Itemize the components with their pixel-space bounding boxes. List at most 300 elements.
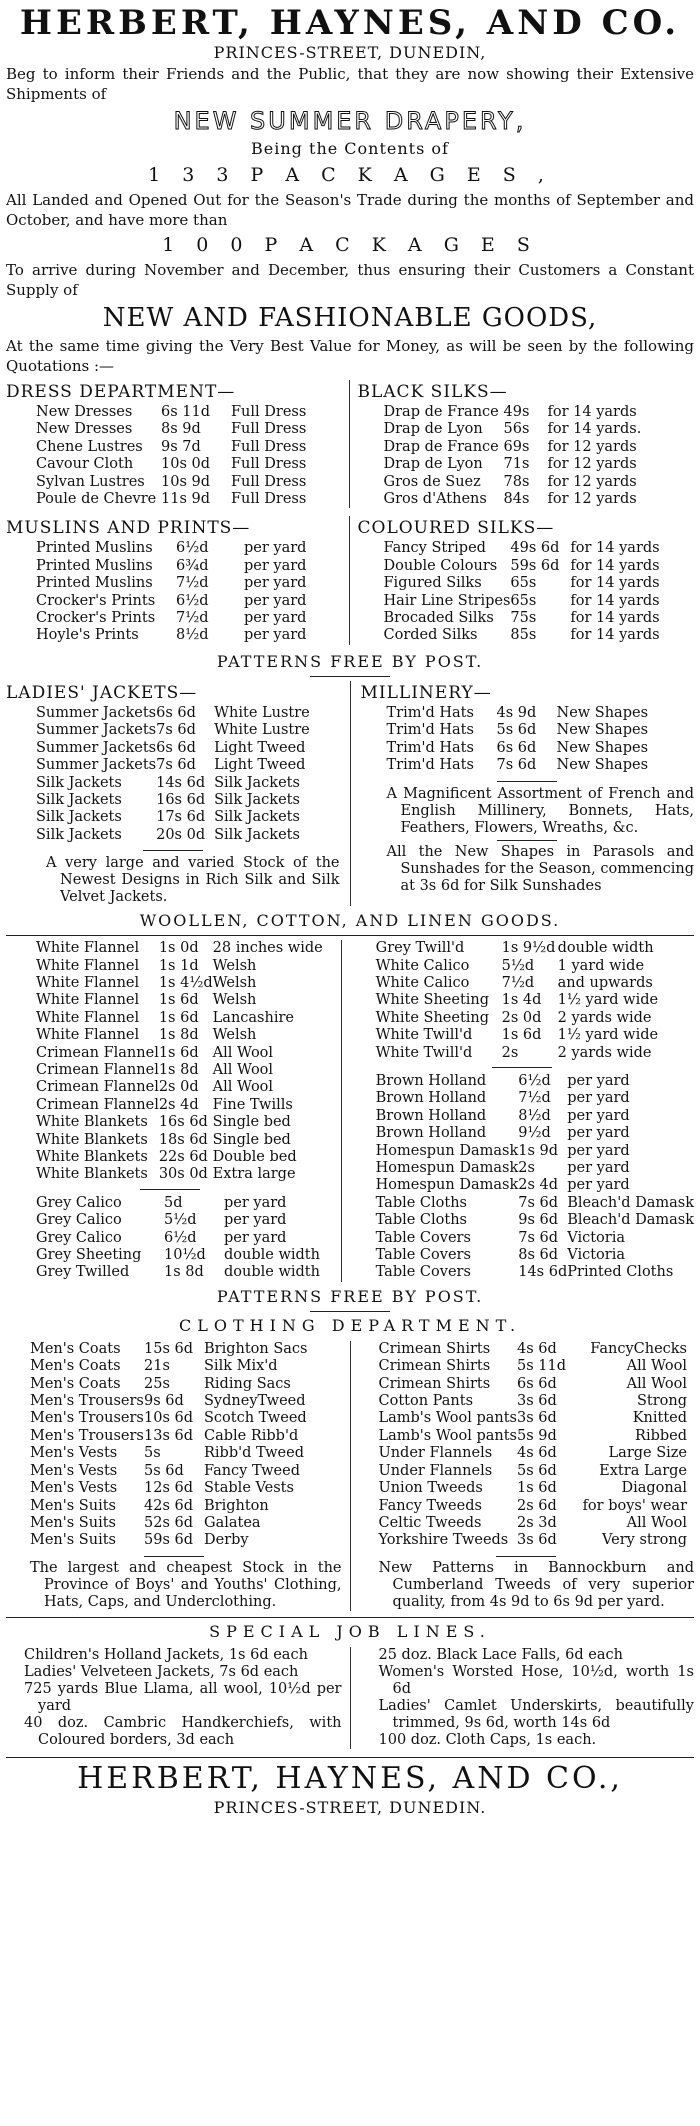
item-name: Men's Suits (30, 1532, 116, 1549)
item-price: 6¾d (176, 557, 209, 574)
item-price: 12s 6d (144, 1480, 194, 1497)
item-name: Brown Holland (375, 1072, 487, 1089)
list-item (384, 593, 671, 610)
item-name: Poule de Chevre (36, 491, 157, 508)
item-detail: Diagonal (621, 1480, 688, 1497)
list-item (379, 1376, 688, 1393)
item-price: 52s 6d (144, 1514, 194, 1531)
list-item (387, 705, 657, 722)
list-item (384, 491, 648, 508)
list-item (30, 1463, 322, 1480)
item-price: 13s 6d (144, 1427, 194, 1444)
item-name: Trim'd Hats (386, 739, 474, 756)
item-detail: per yard (244, 610, 307, 627)
item-detail: Full Dress (231, 421, 307, 438)
item-detail: Ribbed (635, 1427, 688, 1444)
list-item (36, 1230, 334, 1247)
item-detail: per yard (244, 627, 307, 644)
item-name: Silk Jackets (36, 774, 122, 791)
clothing-left-note: The largest and cheapest Stock in the Province of Boys' and Youths' Clothing, Hats, Caps, and Underclothing. (30, 1559, 342, 1610)
list-item (30, 1498, 322, 1515)
item-detail: Full Dress (231, 473, 307, 490)
item-price: 42s 6d (144, 1497, 194, 1514)
item-detail: Light Tweed (214, 739, 306, 756)
millinery-table (387, 705, 657, 775)
item-name: White Twill'd (375, 1027, 473, 1044)
item-name: White Blankets (36, 1114, 148, 1131)
item-detail: Fancy Tweed (204, 1462, 300, 1479)
woollen-left-table (36, 940, 333, 1184)
list-item (384, 404, 648, 421)
list-item (30, 1480, 322, 1497)
item-detail: Full Dress (231, 491, 307, 508)
list-item (36, 940, 333, 957)
item-detail: Victoria (567, 1247, 625, 1264)
list-item (387, 757, 657, 774)
item-name: Table Covers (375, 1264, 471, 1281)
item-name: White Flannel (36, 957, 140, 974)
item-detail: Fine Twills (212, 1096, 293, 1113)
list-item (376, 1108, 694, 1125)
item-price: 5s 6d (496, 722, 537, 739)
firm-name: HERBERT, HAYNES, AND CO. (19, 3, 681, 43)
item-name: Men's Vests (30, 1445, 118, 1462)
item-price: 6½d (518, 1072, 551, 1089)
item-detail: Large Size (608, 1445, 688, 1462)
item-name: White Calico (375, 974, 470, 991)
item-price: 16s 6d (156, 791, 206, 808)
list-item (36, 722, 319, 739)
dress-table (36, 404, 331, 508)
list-item (30, 1410, 322, 1427)
item-detail: double width (557, 940, 654, 957)
item-detail: Lancashire (212, 1009, 294, 1026)
jackets-table (36, 705, 319, 844)
item-name: White Blankets (36, 1166, 148, 1183)
special-block (6, 1647, 694, 1749)
item-name: Double Colours (383, 557, 498, 574)
list-item (379, 1428, 688, 1445)
item-detail: All Wool (212, 1061, 274, 1078)
item-price: 2s 3d (517, 1514, 557, 1531)
item-detail: New Shapes (556, 757, 649, 774)
clothing-right-note: New Patterns in Bannockburn and Cumberland Tweeds of very superior quality, from 4s 9d to 6s 9d per yard. (378, 1559, 694, 1610)
item-detail: All Wool (626, 1514, 688, 1531)
item-name: White Calico (375, 957, 470, 974)
list-item (376, 958, 668, 975)
item-price: 5d (164, 1194, 183, 1211)
item-name: Summer Jackets (36, 704, 157, 721)
contents-line: Being the Contents of (251, 139, 449, 158)
item-detail: per yard (567, 1177, 630, 1194)
list-item (36, 1166, 333, 1183)
list-item (36, 1264, 334, 1281)
item-price: 2s 6d (517, 1497, 557, 1514)
item-detail: Bleach'd Damask (567, 1194, 694, 1211)
item-detail: Single bed (212, 1114, 291, 1131)
item-name: Men's Suits (30, 1497, 116, 1514)
item-name: Crimean Shirts (378, 1358, 491, 1375)
item-price: 5½d (164, 1212, 197, 1229)
item-price: 1s 4½d (158, 974, 213, 991)
list-item (36, 1045, 333, 1062)
item-price: 10½d (164, 1247, 206, 1264)
item-name: Trim'd Hats (386, 757, 474, 774)
calico-left-table (36, 1195, 334, 1282)
item-name: Men's Trousers (30, 1410, 144, 1427)
item-name: Fancy Striped (383, 540, 486, 557)
item-price: 1s 9½d (501, 940, 556, 957)
item-name: Crimean Flannel (36, 1096, 159, 1113)
list-item (384, 456, 648, 473)
item-name: Silk Jackets (36, 791, 122, 808)
item-price: 18s 6d (158, 1131, 208, 1148)
item-name: Lamb's Wool pants (378, 1427, 518, 1444)
item-price: 7½d (501, 974, 535, 991)
item-name: Silk Jackets (36, 809, 122, 826)
item-price: 1s 1d (158, 957, 199, 974)
item-detail: Silk Jackets (214, 826, 300, 843)
job-line: Women's Worsted Hose, 10½d, worth 1s 6d (378, 1663, 694, 1697)
item-detail: for 14 yards (570, 592, 660, 609)
list-item (36, 593, 334, 610)
item-name: Union Tweeds (378, 1480, 483, 1497)
item-price: 5s (144, 1445, 161, 1462)
arrive-text: To arrive during November and December, thus ensuring their Customers a Constant Supply of (6, 261, 694, 299)
list-item (379, 1515, 688, 1532)
item-detail: Galatea (204, 1514, 261, 1531)
item-price: 7s 6d (156, 757, 196, 774)
item-price: 65s (510, 575, 537, 592)
item-name: White Sheeting (375, 992, 490, 1009)
item-price: 9½d (518, 1125, 551, 1142)
list-item (30, 1515, 322, 1532)
item-name: Gros d'Athens (383, 491, 487, 508)
item-price: 5½d (501, 957, 535, 974)
item-detail: Full Dress (231, 456, 307, 473)
item-name: Grey Twilled (36, 1264, 130, 1281)
item-name: Fancy Tweeds (378, 1497, 482, 1514)
list-item (36, 439, 331, 456)
item-name: Grey Twill'd (375, 940, 465, 957)
item-name: White Flannel (36, 940, 140, 957)
item-name: Drap de Lyon (383, 421, 483, 438)
item-price: 17s 6d (156, 809, 206, 826)
value-text: At the same time giving the Very Best Value for Money, as will be seen by the following Quotations :— (6, 337, 694, 375)
item-detail: for 14 yards (547, 404, 637, 420)
item-detail: 1½ yard wide (557, 1027, 659, 1044)
item-price: 7s 6d (518, 1194, 559, 1211)
item-price: 9s 6d (518, 1212, 559, 1229)
list-item (30, 1428, 322, 1445)
item-name: Trim'd Hats (386, 704, 474, 721)
item-name: Cavour Cloth (36, 456, 134, 473)
jackets-title: LADIES' JACKETS— (6, 682, 198, 703)
item-name: Sylvan Lustres (36, 473, 145, 490)
item-name: Under Flannels (378, 1462, 493, 1479)
item-price: 7½d (176, 575, 209, 592)
divider (6, 1757, 694, 1758)
list-item (36, 775, 319, 792)
item-detail: for boys' wear (582, 1497, 688, 1514)
item-name: Grey Calico (36, 1212, 122, 1229)
item-detail: Single bed (212, 1131, 291, 1148)
clothing-title: CLOTHING DEPARTMENT. (178, 1315, 522, 1335)
item-price: 6s 6d (496, 739, 537, 756)
item-price: 2s (518, 1160, 535, 1176)
item-name: Summer Jackets (36, 757, 157, 774)
landed-text: All Landed and Opened Out for the Season's Trade during the months of September and October, and have more than (6, 191, 694, 229)
item-name: Crimean Flannel (36, 1061, 159, 1078)
item-price: 49s 6d (510, 540, 560, 557)
item-detail: for 12 yards (547, 491, 637, 508)
item-detail: Derby (204, 1532, 249, 1549)
muslins-column (6, 516, 349, 644)
item-name: Grey Calico (36, 1194, 122, 1211)
job-line: Ladies' Camlet Underskirts, beautifully trimmed, 9s 6d, worth 14s 6d (378, 1697, 694, 1731)
muslins-silks-block (6, 516, 694, 644)
divider (6, 1617, 694, 1618)
item-name: White Flannel (36, 1009, 140, 1026)
item-detail: All Wool (626, 1358, 688, 1375)
list-item (36, 1097, 333, 1114)
item-price: 6½d (164, 1229, 197, 1246)
item-price: 8s 6d (518, 1247, 559, 1264)
list-item (36, 1132, 333, 1149)
item-price: 1s 8d (164, 1264, 204, 1281)
item-detail: double width (224, 1264, 320, 1281)
item-price: 6½d (176, 540, 209, 557)
item-detail: for 12 yards (547, 438, 637, 455)
item-price: 9s 6d (144, 1393, 184, 1410)
list-item (36, 1149, 333, 1166)
item-price: 3s 6d (517, 1410, 557, 1427)
item-price: 10s 6d (144, 1410, 194, 1427)
item-price: 5s 6d (517, 1462, 557, 1479)
headline: NEW SUMMER DRAPERY, (173, 107, 527, 135)
divider (140, 1189, 200, 1190)
item-detail: per yard (567, 1107, 630, 1124)
item-price: 59s 6d (510, 557, 560, 574)
list-item (376, 1143, 694, 1160)
list-item (30, 1393, 322, 1410)
list-item (36, 1010, 333, 1027)
list-item (36, 809, 319, 826)
list-item (376, 992, 668, 1009)
job-line: 100 doz. Cloth Caps, 1s each. (378, 1731, 597, 1748)
item-price: 6s 6d (156, 704, 196, 721)
item-price: 7s 6d (156, 722, 196, 739)
item-name: Printed Muslins (36, 557, 153, 574)
divider (492, 1067, 552, 1068)
item-detail: per yard (224, 1229, 287, 1246)
item-detail: for 14 yards (570, 627, 660, 644)
footer-firm: HERBERT, HAYNES, AND CO., (77, 1760, 623, 1796)
list-item (36, 540, 334, 557)
item-detail: 2 yards wide (557, 1044, 652, 1061)
item-name: Crimean Shirts (378, 1340, 491, 1357)
item-detail: Welsh (212, 974, 257, 991)
item-name: Hair Line Stripes (383, 592, 511, 609)
item-price: 14s 6d (156, 774, 206, 791)
item-price: 1s 6d (158, 992, 199, 1009)
item-price: 22s 6d (158, 1149, 208, 1165)
firm-address: PRINCES-STREET, DUNEDIN, (213, 43, 487, 62)
item-price: 20s 0d (156, 826, 206, 843)
intro-text: Beg to inform their Friends and the Public, that they are now showing their Extensive Shipments of (6, 65, 694, 103)
patterns-free-1: PATTERNS FREE BY POST. (216, 651, 484, 671)
item-detail: for 14 yards (570, 540, 660, 557)
list-item (36, 827, 319, 844)
item-detail: 1 yard wide (557, 957, 645, 974)
item-price: 15s 6d (144, 1340, 194, 1357)
list-item (387, 740, 657, 757)
item-detail: Welsh (212, 957, 257, 974)
clothing-block (6, 1341, 694, 1611)
woollen-right-column (341, 940, 694, 1282)
list-item (376, 940, 668, 957)
item-name: New Dresses (36, 421, 133, 438)
item-name: Printed Muslins (36, 540, 153, 557)
item-name: Table Cloths (375, 1194, 467, 1211)
item-detail: per yard (224, 1212, 287, 1229)
item-price: 56s (503, 421, 530, 438)
item-price: 65s (510, 592, 537, 609)
coloured-silks-title: COLOURED SILKS— (357, 518, 555, 539)
coloured-silks-column (349, 516, 695, 644)
item-name: New Dresses (36, 404, 133, 420)
divider (310, 676, 390, 677)
item-price: 8½d (176, 627, 209, 644)
list-item (376, 1045, 668, 1062)
list-item (384, 558, 671, 575)
item-detail: Printed Cloths (567, 1264, 674, 1281)
divider (144, 1556, 204, 1557)
divider (497, 840, 557, 841)
item-price: 6½d (176, 592, 209, 609)
item-name: Crimean Shirts (378, 1375, 491, 1392)
item-price: 21s (144, 1358, 170, 1375)
item-detail: per yard (567, 1072, 630, 1089)
item-detail: SydneyTweed (204, 1393, 306, 1410)
divider (310, 1311, 390, 1312)
item-price: 4s 6d (517, 1445, 557, 1462)
woollen-block (6, 940, 694, 1282)
item-price: 2s (501, 1044, 519, 1061)
footer-address: PRINCES-STREET, DUNEDIN. (213, 1797, 487, 1817)
item-detail: per yard (244, 540, 307, 557)
list-item (36, 558, 334, 575)
list-item (379, 1498, 688, 1515)
item-price: 5s 9d (517, 1427, 557, 1444)
black-silks-column (349, 380, 695, 508)
holland-right-table (376, 1073, 694, 1282)
item-price: 2s 0d (501, 1009, 542, 1026)
list-item (36, 757, 319, 774)
list-item (30, 1341, 322, 1358)
item-detail: White Lustre (214, 704, 310, 721)
item-price: 1s 6d (501, 1027, 542, 1044)
item-price: 5s 11d (517, 1358, 567, 1375)
divider (143, 850, 203, 851)
dress-silks-block (6, 380, 694, 508)
list-item (30, 1445, 322, 1462)
item-name: Men's Vests (30, 1480, 118, 1497)
jackets-note: A very large and varied Stock of the Newest Designs in Rich Silk and Silk Velvet Jackets. (46, 855, 340, 906)
list-item (36, 404, 331, 421)
list-item (376, 1230, 694, 1247)
item-detail: Light Tweed (214, 757, 306, 774)
list-item (379, 1445, 688, 1462)
item-detail: 2 yards wide (557, 1009, 652, 1026)
item-name: Printed Muslins (36, 575, 153, 592)
item-price: 2s 4d (158, 1096, 199, 1113)
item-detail: Stable Vests (204, 1480, 294, 1497)
list-item (36, 474, 331, 491)
list-item (376, 1090, 694, 1107)
item-name: Table Covers (375, 1229, 471, 1246)
list-item (384, 575, 671, 592)
list-item (36, 1247, 334, 1264)
item-name: Gros de Suez (383, 473, 481, 490)
woollen-left-column (6, 940, 341, 1282)
item-name: White Twill'd (375, 1044, 473, 1061)
item-detail: Silk Jackets (214, 774, 300, 791)
clothing-left-table (30, 1341, 322, 1550)
item-price: 59s 6d (144, 1532, 194, 1549)
list-item (36, 740, 319, 757)
list-item (376, 1195, 694, 1212)
black-silks-title: BLACK SILKS— (357, 382, 508, 402)
item-price: 8s 9d (161, 421, 201, 438)
item-price: 1s 4d (501, 992, 542, 1009)
item-name: Corded Silks (383, 627, 478, 644)
item-price: 71s (503, 456, 530, 473)
item-price: 6s 6d (517, 1375, 557, 1392)
clothing-right-table (379, 1341, 688, 1550)
item-price: 1s 0d (158, 940, 199, 957)
item-name: Celtic Tweeds (378, 1514, 482, 1531)
list-item (36, 610, 334, 627)
item-detail: Very strong (602, 1532, 688, 1549)
item-price: 78s (503, 473, 530, 490)
item-detail: for 14 yards (570, 610, 660, 627)
list-item (36, 958, 333, 975)
item-name: White Sheeting (375, 1009, 490, 1026)
list-item (384, 421, 648, 438)
item-name: Table Cloths (375, 1212, 467, 1229)
list-item (379, 1393, 688, 1410)
item-name: Men's Vests (30, 1462, 118, 1479)
list-item (376, 1010, 668, 1027)
item-detail: All Wool (212, 1079, 274, 1096)
item-price: 6s 11d (161, 404, 211, 420)
dress-title: DRESS DEPARTMENT— (6, 382, 236, 402)
item-name: White Blankets (36, 1149, 148, 1165)
item-name: Yorkshire Tweeds (378, 1532, 509, 1549)
item-price: 9s 7d (161, 438, 201, 455)
item-price: 7s 6d (496, 757, 537, 774)
item-name: Drap de Lyon (383, 456, 483, 473)
item-price: 6s 6d (156, 739, 196, 756)
list-item (379, 1463, 688, 1480)
list-item (36, 575, 334, 592)
item-detail: Extra large (212, 1166, 296, 1183)
item-name: Men's Coats (30, 1340, 121, 1357)
item-name: White Flannel (36, 974, 140, 991)
millinery-note-2: All the New Shapes in Parasols and Sunshades for the Season, commencing at 3s 6d for Silk Sunshades (386, 843, 694, 894)
item-name: Homespun Damask (375, 1160, 519, 1176)
